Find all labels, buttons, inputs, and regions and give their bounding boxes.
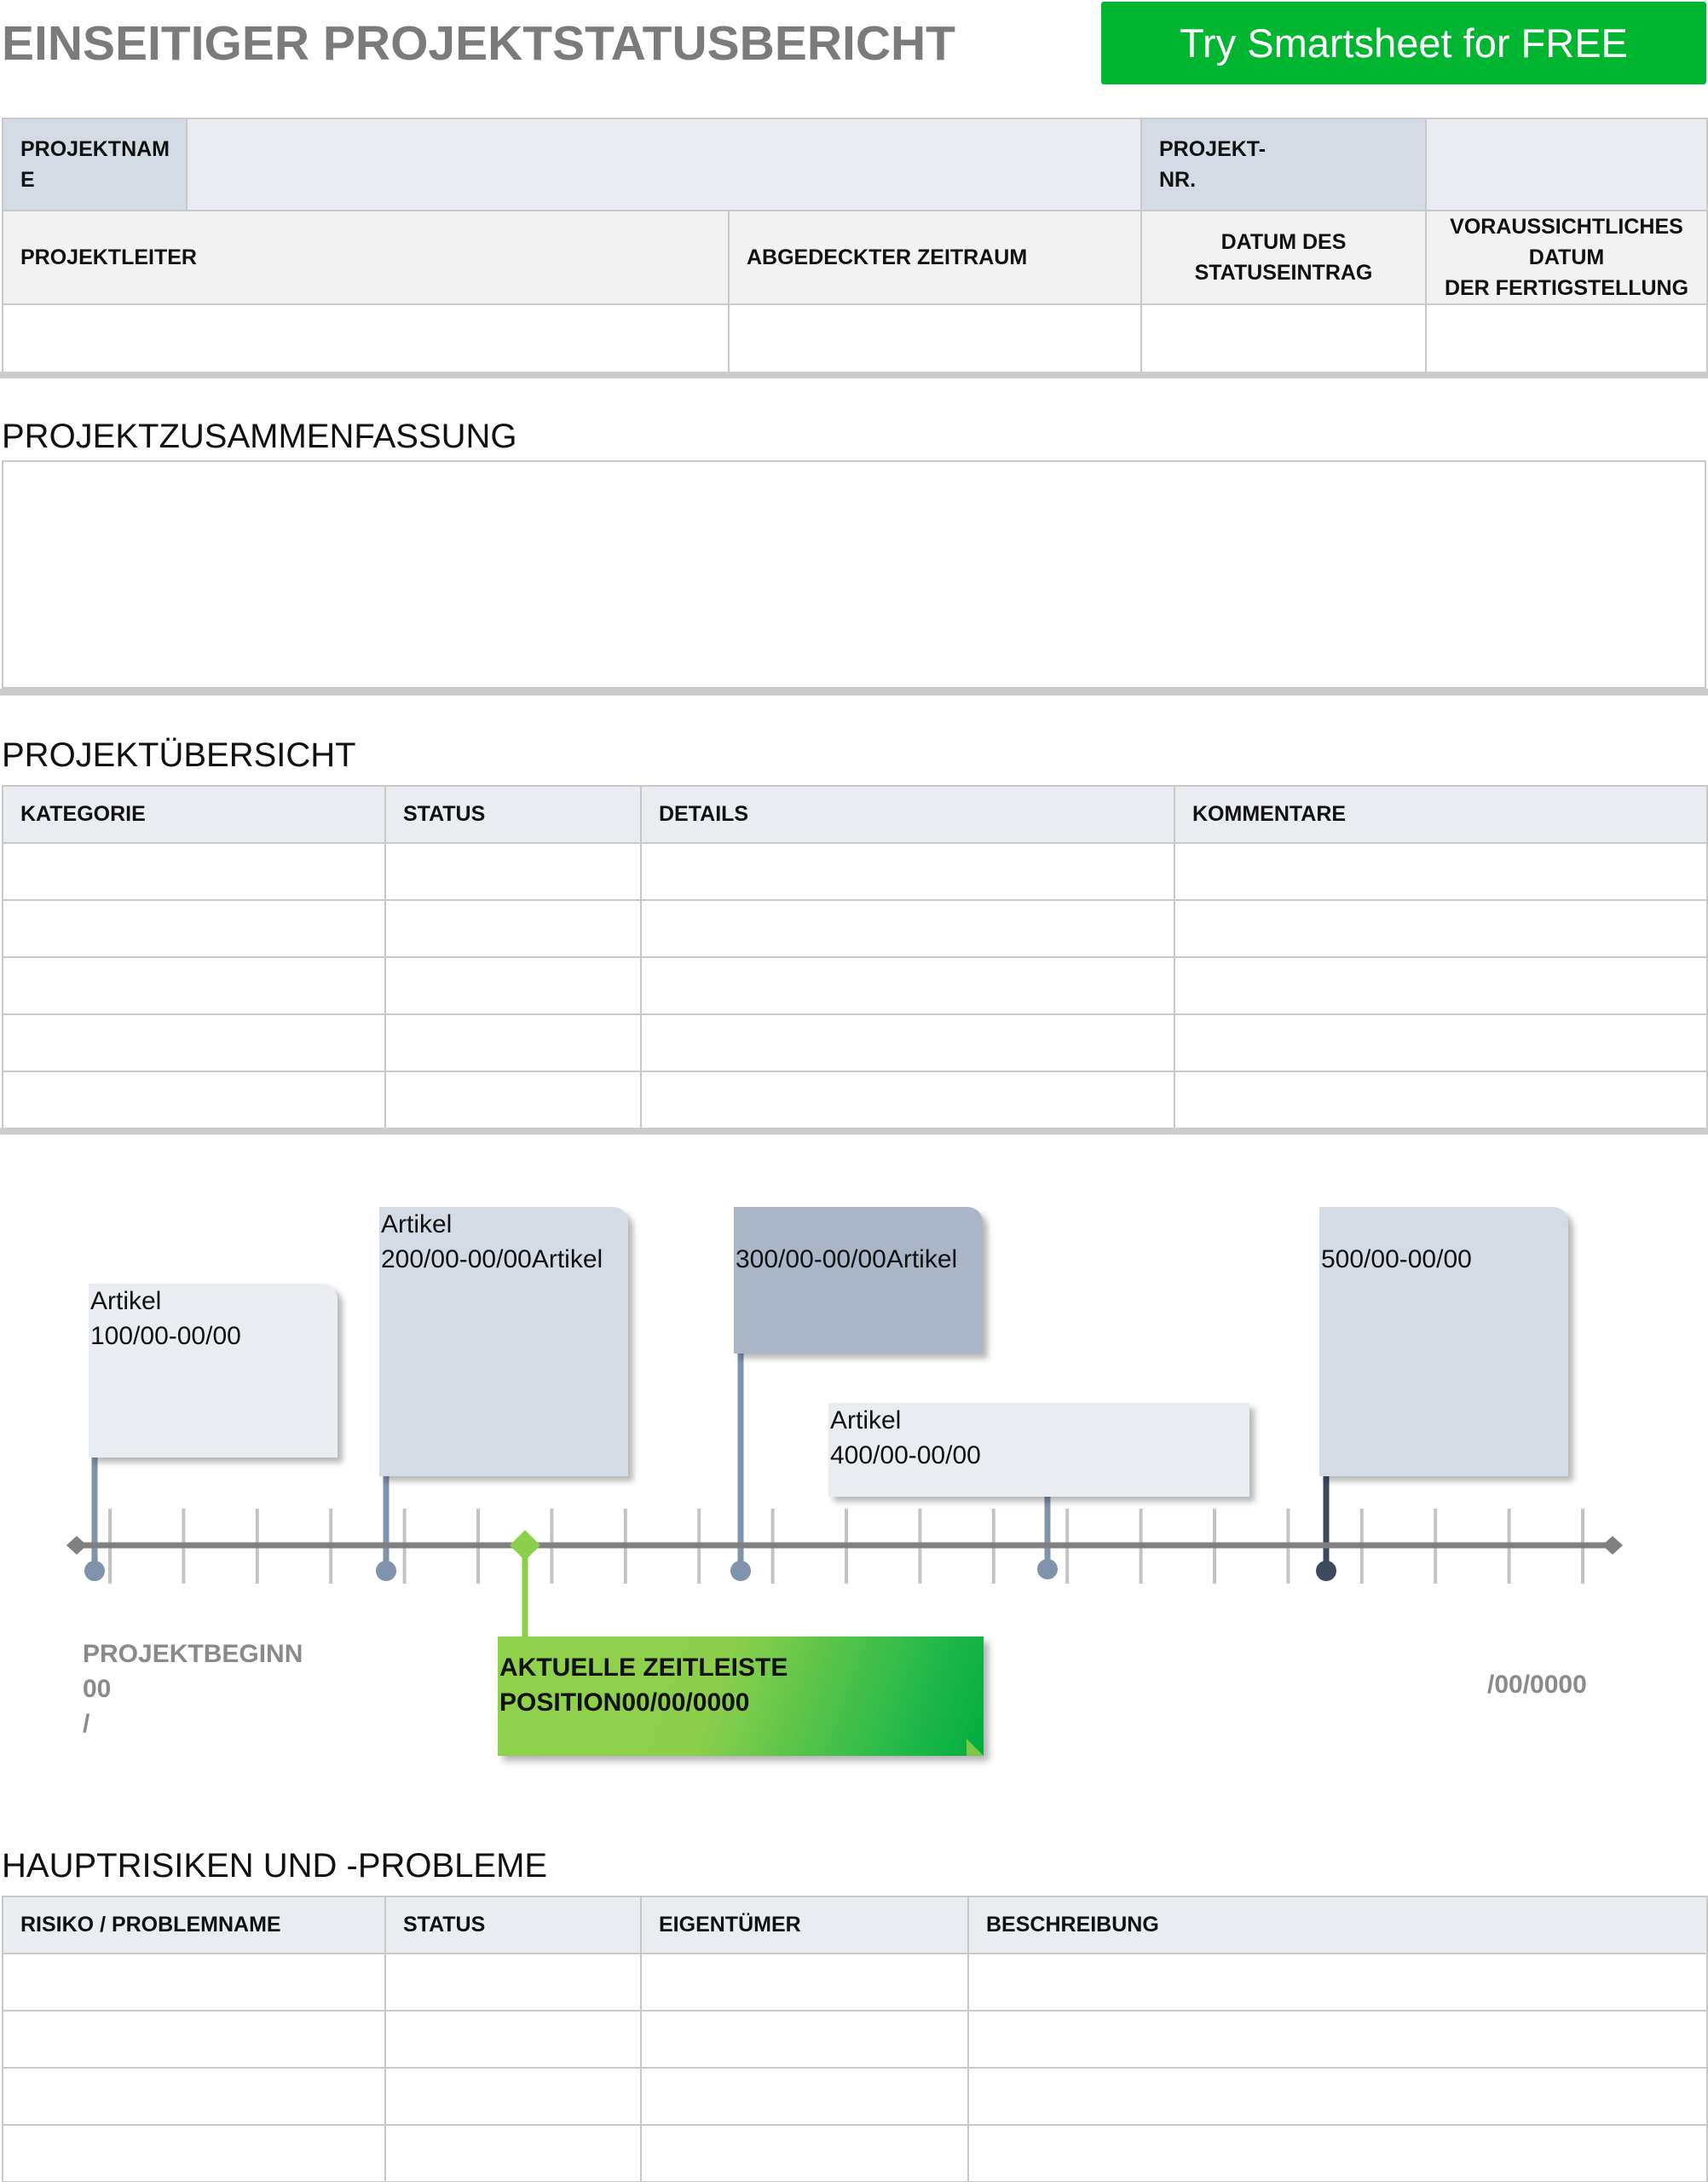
timeline-item-label [736,1207,983,1242]
period-field[interactable] [729,304,1141,372]
table-cell[interactable] [1174,900,1707,957]
risks-table [2,1896,1708,2182]
table-cell[interactable] [385,1014,641,1071]
timeline-start-diamond [66,1536,87,1555]
page-title: EINSEITIGER PROJEKTSTATUSBERICHT [2,16,955,71]
table-cell[interactable] [641,900,1174,957]
table-cell[interactable] [385,2011,641,2068]
completion-date-field[interactable] [1426,304,1707,372]
status-date-label: DATUM DES STATUSEINTRAG [1141,211,1426,304]
table-cell[interactable] [968,2125,1707,2182]
table-row [3,2068,1707,2125]
table-row [3,2125,1707,2182]
status-date-field[interactable] [1141,304,1426,372]
current-position-diamond [510,1530,540,1561]
overview-header-comments: KOMMENTARE [1174,786,1707,843]
table-cell[interactable] [3,900,385,957]
try-smartsheet-button[interactable]: Try Smartsheet for FREE [1101,2,1706,84]
overview-header-status: STATUS [385,786,641,843]
table-cell[interactable] [641,2125,968,2182]
table-row [3,1071,1707,1129]
timeline-item-1[interactable] [89,1284,338,1458]
table-cell[interactable] [3,2125,385,2182]
risks-header-name: RISIKO / PROBLEMNAME [3,1896,385,1954]
table-cell[interactable] [385,843,641,900]
section-divider [0,1128,1708,1134]
table-cell[interactable] [641,1954,968,2011]
current-position-box[interactable] [498,1636,984,1756]
table-cell[interactable] [641,843,1174,900]
project-no-field[interactable] [1426,118,1707,211]
risks-title: HAUPTRISIKEN UND -PROBLEME [2,1847,548,1885]
timeline-marker [84,1561,105,1581]
section-divider [0,372,1708,378]
timeline-item-label: Artikel [381,1210,453,1238]
timeline-item-4[interactable] [828,1403,1249,1497]
table-cell[interactable] [968,2068,1707,2125]
timeline-item-date: 500/00-00/00 [1321,1245,1472,1273]
table-cell[interactable] [968,1954,1707,2011]
table-cell[interactable] [1174,1014,1707,1071]
project-name-field[interactable] [187,118,1141,211]
table-row [3,843,1707,900]
table-cell[interactable] [641,2068,968,2125]
timeline-item-label [1321,1207,1568,1242]
project-start-label: PROJEKTBEGINN 00 / [83,1640,303,1738]
timeline-item-date: 100/00-00/00 [90,1322,241,1350]
timeline-marker [1037,1559,1058,1579]
project-no-label: PROJEKT- NR. [1141,118,1426,211]
table-cell[interactable] [641,1014,1174,1071]
table-row [3,900,1707,957]
table-cell[interactable] [641,2011,968,2068]
timeline-item-5[interactable] [1319,1207,1568,1476]
summary-title: PROJEKTZUSAMMENFASSUNG [2,418,517,455]
table-cell[interactable] [3,1071,385,1129]
overview-title: PROJEKTÜBERSICHT [2,736,356,774]
table-cell[interactable] [968,2011,1707,2068]
project-timeline [0,1176,1708,1790]
table-row [3,1954,1707,2011]
project-lead-field[interactable] [3,304,729,372]
table-cell[interactable] [385,2068,641,2125]
risks-header-description: BESCHREIBUNG [968,1896,1707,1954]
table-cell[interactable] [3,957,385,1014]
table-cell[interactable] [3,1014,385,1071]
summary-textarea[interactable] [2,460,1706,689]
risks-header-owner: EIGENTÜMER [641,1896,968,1954]
table-cell[interactable] [385,900,641,957]
timeline-item-date: 300/00-00/00Artikel [736,1245,958,1273]
project-lead-label: PROJEKTLEITER [3,211,729,304]
table-cell[interactable] [641,957,1174,1014]
timeline-item-2[interactable] [379,1207,628,1476]
timeline-item-3[interactable] [734,1207,983,1354]
timeline-item-date: 200/00-00/00Artikel [381,1245,603,1273]
table-cell[interactable] [385,957,641,1014]
table-row [3,957,1707,1014]
overview-table [2,785,1708,1129]
table-row [3,2011,1707,2068]
table-cell[interactable] [3,2068,385,2125]
completion-date-label: VORAUSSICHTLICHES DATUM DER FERTIGSTELLUNG [1426,211,1707,304]
table-cell[interactable] [3,843,385,900]
table-cell[interactable] [3,2011,385,2068]
table-row [3,1014,1707,1071]
table-cell[interactable] [3,1954,385,2011]
table-cell[interactable] [641,1071,1174,1129]
timeline-marker [1316,1561,1336,1581]
project-end-label: /00/0000 [1487,1671,1587,1699]
timeline-marker [730,1561,751,1581]
table-cell[interactable] [385,1954,641,2011]
risks-header-status: STATUS [385,1896,641,1954]
timeline-end-diamond [1602,1536,1623,1555]
overview-header-category: KATEGORIE [3,786,385,843]
section-divider [0,689,1708,696]
page-fold-corner [967,1739,984,1756]
timeline-marker [376,1561,396,1581]
overview-header-details: DETAILS [641,786,1174,843]
project-info-table [2,118,1708,373]
table-cell[interactable] [385,2125,641,2182]
table-cell[interactable] [385,1071,641,1129]
timeline-item-label: Artikel [830,1406,902,1434]
table-cell[interactable] [1174,843,1707,900]
table-cell[interactable] [1174,1071,1707,1129]
period-label: ABGEDECKTER ZEITRAUM [729,211,1141,304]
project-name-label: PROJEKTNAM E [3,118,187,211]
table-cell[interactable] [1174,957,1707,1014]
timeline-item-label: Artikel [90,1287,162,1315]
timeline-item-date: 400/00-00/00 [830,1441,981,1469]
current-position-label: AKTUELLE ZEITLEISTE POSITION00/00/0000 [499,1654,788,1717]
